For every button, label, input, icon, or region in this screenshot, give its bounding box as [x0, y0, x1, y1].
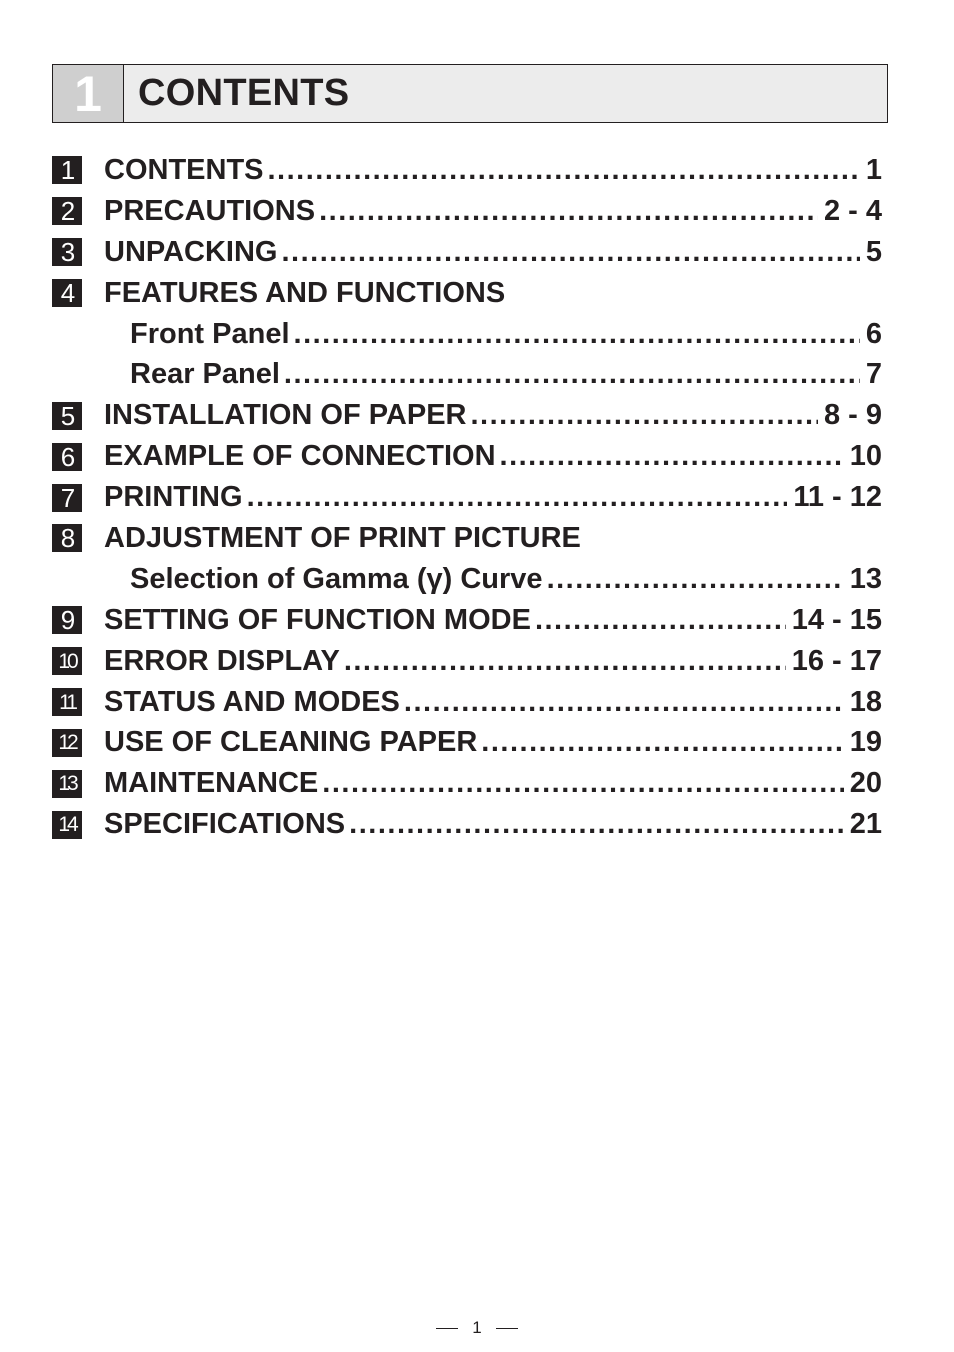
- toc-row[interactable]: [52, 641, 882, 682]
- toc-title: EXAMPLE OF CONNECTION: [104, 440, 496, 473]
- section-badge: 3: [52, 238, 82, 266]
- toc-page: 11 - 12: [793, 481, 882, 514]
- leader-dots: [481, 726, 843, 759]
- toc-title: ADJUSTMENT OF PRINT PICTURE: [104, 521, 581, 554]
- toc-row[interactable]: [52, 395, 882, 436]
- section-badge: 4: [52, 279, 82, 307]
- section-badge: 10: [52, 647, 82, 675]
- toc-page: 18: [849, 685, 882, 718]
- leader-dots: [547, 563, 844, 596]
- toc-row[interactable]: [52, 191, 882, 232]
- toc-title: UNPACKING: [104, 235, 278, 268]
- toc-page: 19: [849, 726, 882, 759]
- leader-dots: [404, 686, 844, 719]
- toc-page: 7: [865, 358, 882, 391]
- footer-page-number: 1: [472, 1318, 482, 1337]
- section-badge: 6: [52, 443, 82, 471]
- toc-title: SETTING OF FUNCTION MODE: [104, 603, 531, 636]
- toc-row[interactable]: [52, 722, 882, 763]
- toc-title: PRINTING: [104, 481, 243, 514]
- toc-title: INSTALLATION OF PAPER: [104, 399, 467, 432]
- toc-page: 13: [849, 562, 882, 595]
- section-badge: 2: [52, 197, 82, 225]
- leader-dots: [268, 154, 860, 187]
- leader-dots: [247, 481, 788, 514]
- toc-subtitle: Front Panel: [130, 317, 290, 350]
- leader-dots: [322, 767, 843, 800]
- toc-row[interactable]: [52, 600, 882, 641]
- toc-row[interactable]: [52, 436, 882, 477]
- leader-dots: [284, 358, 860, 391]
- leader-dots: [535, 604, 786, 637]
- section-badge: 11: [52, 688, 82, 716]
- section-badge: 5: [52, 402, 82, 430]
- toc-title: STATUS AND MODES: [104, 685, 400, 718]
- toc-title: ERROR DISPLAY: [104, 644, 340, 677]
- toc-page: 10: [849, 440, 882, 473]
- toc-page: 5: [865, 235, 882, 268]
- leader-dots: [500, 440, 844, 473]
- page-title: CONTENTS: [138, 72, 350, 114]
- section-badge: 14: [52, 811, 82, 839]
- toc-row[interactable]: [52, 763, 882, 804]
- toc-title: FEATURES AND FUNCTIONS: [104, 276, 506, 309]
- leader-dots: [349, 808, 844, 841]
- toc-subrow[interactable]: [52, 314, 882, 355]
- toc-row[interactable]: [52, 232, 882, 273]
- toc-page: 20: [849, 767, 882, 800]
- toc-title: MAINTENANCE: [104, 767, 319, 800]
- footer-dash: [436, 1328, 458, 1329]
- toc-page: 2 - 4: [823, 194, 882, 227]
- toc-row[interactable]: [52, 804, 882, 845]
- leader-dots: [319, 195, 818, 228]
- toc-page: 8 - 9: [823, 399, 882, 432]
- toc-row[interactable]: [52, 682, 882, 723]
- toc-title: USE OF CLEANING PAPER: [104, 726, 478, 759]
- footer-dash: [496, 1328, 518, 1329]
- page-footer: [0, 1318, 954, 1338]
- toc-page: 16 - 17: [791, 644, 882, 677]
- leader-dots: [344, 645, 786, 678]
- toc-row[interactable]: [52, 273, 882, 314]
- toc-row[interactable]: [52, 477, 882, 518]
- toc-row[interactable]: [52, 150, 882, 191]
- toc-page: 21: [849, 808, 882, 841]
- toc-title: CONTENTS: [104, 153, 264, 186]
- leader-dots: [471, 399, 818, 432]
- toc-row[interactable]: [52, 518, 882, 559]
- toc-subtitle: Rear Panel: [130, 358, 280, 391]
- toc-page: 14 - 15: [791, 603, 882, 636]
- section-badge: 9: [52, 606, 82, 634]
- toc-subrow[interactable]: [52, 354, 882, 395]
- toc-title: SPECIFICATIONS: [104, 808, 346, 841]
- section-badge: 1: [52, 156, 82, 184]
- section-number: 1: [53, 65, 124, 122]
- section-badge: 12: [52, 729, 82, 757]
- section-badge: 13: [52, 770, 82, 798]
- toc-subrow[interactable]: [52, 559, 882, 600]
- section-badge: 8: [52, 524, 82, 552]
- section-header: [52, 64, 888, 123]
- table-of-contents: [52, 150, 882, 845]
- section-badge: 7: [52, 484, 82, 512]
- leader-dots: [294, 318, 860, 351]
- leader-dots: [281, 236, 859, 269]
- toc-title: PRECAUTIONS: [104, 194, 316, 227]
- toc-page: 1: [865, 153, 882, 186]
- toc-subtitle: Selection of Gamma (γ) Curve: [130, 562, 543, 595]
- toc-page: 6: [865, 317, 882, 350]
